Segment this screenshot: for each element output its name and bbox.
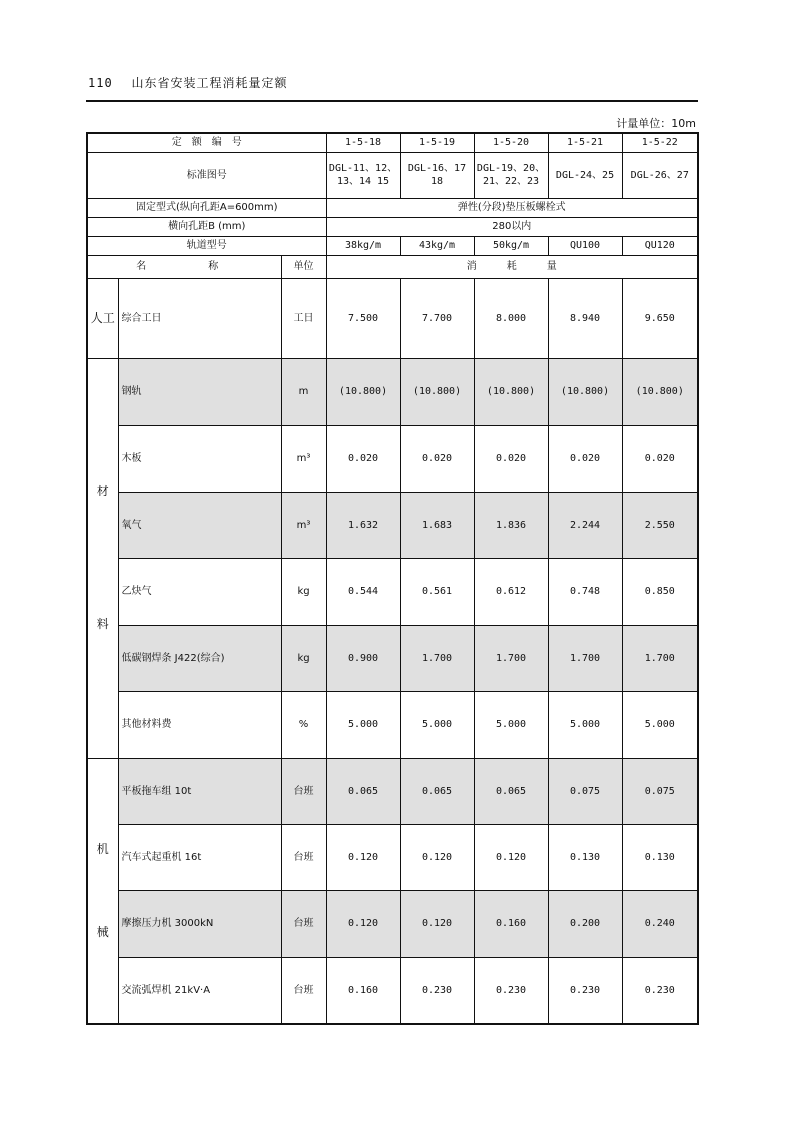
table-row xyxy=(87,425,698,492)
code-row xyxy=(87,133,698,152)
name-header: 名 称 xyxy=(87,255,281,278)
consumption-value: 8.940 xyxy=(548,278,622,358)
consumption-value: 0.020 xyxy=(548,425,622,492)
fix-type-label: 固定型式(纵向孔距A=600mm) xyxy=(87,198,326,217)
consumption-value: 0.120 xyxy=(400,890,474,957)
consumption-value: 5.000 xyxy=(400,691,474,758)
resource-name: 低碳钢焊条 J422(综合) xyxy=(118,625,281,691)
consumption-header: 消 耗 量 xyxy=(326,255,698,278)
quota-code: 1-5-21 xyxy=(548,133,622,152)
category-char: 料 xyxy=(96,617,109,631)
consumption-value: 1.700 xyxy=(400,625,474,691)
resource-unit: 工日 xyxy=(281,278,326,358)
resource-name: 汽车式起重机 16t xyxy=(118,824,281,890)
consumption-value: 5.000 xyxy=(548,691,622,758)
consumption-value: 0.240 xyxy=(622,890,698,957)
consumption-value: 0.120 xyxy=(326,824,400,890)
drawing-number: DGL-26、27 xyxy=(622,152,698,198)
category-cell xyxy=(87,358,118,758)
spacing-label: 横向孔距B (mm) xyxy=(87,217,326,236)
consumption-value: (10.800) xyxy=(622,358,698,425)
consumption-value: 0.160 xyxy=(474,890,548,957)
resource-unit: kg xyxy=(281,558,326,625)
resource-unit: 台班 xyxy=(281,890,326,957)
consumption-value: 1.700 xyxy=(622,625,698,691)
consumption-value: 2.550 xyxy=(622,492,698,558)
consumption-value: 0.230 xyxy=(400,957,474,1024)
spacing-value: 280以内 xyxy=(326,217,698,236)
resource-name: 氧气 xyxy=(118,492,281,558)
consumption-value: 0.120 xyxy=(474,824,548,890)
fix-type-value: 弹性(分段)垫压板螺栓式 xyxy=(326,198,698,217)
consumption-value: 8.000 xyxy=(474,278,548,358)
consumption-value: 0.230 xyxy=(622,957,698,1024)
table-row xyxy=(87,824,698,890)
consumption-value: 9.650 xyxy=(622,278,698,358)
consumption-value: 0.065 xyxy=(400,758,474,824)
drawing-number: DGL-11、12、13、14 15 xyxy=(326,152,400,198)
resource-name: 交流弧焊机 21kV·A xyxy=(118,957,281,1024)
consumption-value: 0.065 xyxy=(474,758,548,824)
rail-type: 38kg/m xyxy=(326,236,400,255)
book-title: 山东省安装工程消耗量定额 xyxy=(131,76,288,90)
consumption-value: 0.020 xyxy=(474,425,548,492)
consumption-value: 0.020 xyxy=(622,425,698,492)
consumption-value: 1.836 xyxy=(474,492,548,558)
consumption-value: 0.130 xyxy=(622,824,698,890)
consumption-value: 0.544 xyxy=(326,558,400,625)
consumption-value: 0.748 xyxy=(548,558,622,625)
consumption-value: 5.000 xyxy=(474,691,548,758)
drawing-label: 标准图号 xyxy=(87,152,326,198)
drawing-number: DGL-16、17 18 xyxy=(400,152,474,198)
consumption-value: 7.500 xyxy=(326,278,400,358)
rail-row xyxy=(87,236,698,255)
quota-code: 1-5-19 xyxy=(400,133,474,152)
resource-unit: 台班 xyxy=(281,824,326,890)
resource-name: 其他材料费 xyxy=(118,691,281,758)
consumption-value: 0.020 xyxy=(326,425,400,492)
resource-unit: 台班 xyxy=(281,758,326,824)
consumption-value: 0.612 xyxy=(474,558,548,625)
quota-code: 1-5-22 xyxy=(622,133,698,152)
page-header xyxy=(88,74,288,91)
consumption-value: 0.075 xyxy=(548,758,622,824)
consumption-value: 0.230 xyxy=(548,957,622,1024)
table-row xyxy=(87,691,698,758)
consumption-value: 0.075 xyxy=(622,758,698,824)
consumption-value: 0.120 xyxy=(400,824,474,890)
drawing-number: DGL-24、25 xyxy=(548,152,622,198)
consumption-value: 1.700 xyxy=(548,625,622,691)
table-row xyxy=(87,758,698,824)
category-char: 机 xyxy=(96,841,109,856)
fix-type-row xyxy=(87,198,698,217)
resource-name: 摩擦压力机 3000kN xyxy=(118,890,281,957)
unit-header: 单位 xyxy=(281,255,326,278)
resource-unit: m xyxy=(281,358,326,425)
table-row xyxy=(87,957,698,1024)
resource-unit: m³ xyxy=(281,492,326,558)
consumption-value: 0.230 xyxy=(474,957,548,1024)
resource-unit: 台班 xyxy=(281,957,326,1024)
consumption-value: (10.800) xyxy=(474,358,548,425)
consumption-value: 1.700 xyxy=(474,625,548,691)
consumption-value: 0.160 xyxy=(326,957,400,1024)
rail-label: 轨道型号 xyxy=(87,236,326,255)
table-row xyxy=(87,890,698,957)
category-char: 械 xyxy=(96,924,109,939)
rail-type: 43kg/m xyxy=(400,236,474,255)
resource-name: 乙炔气 xyxy=(118,558,281,625)
drawing-number: DGL-19、20、21、22、23 xyxy=(474,152,548,198)
consumption-value: 5.000 xyxy=(622,691,698,758)
resource-name: 木板 xyxy=(118,425,281,492)
page-number: 110 xyxy=(88,76,113,90)
resource-unit: kg xyxy=(281,625,326,691)
resource-name: 平板拖车组 10t xyxy=(118,758,281,824)
consumption-value: 0.561 xyxy=(400,558,474,625)
consumption-value: 0.200 xyxy=(548,890,622,957)
resource-unit: % xyxy=(281,691,326,758)
consumption-value: 0.065 xyxy=(326,758,400,824)
category-cell xyxy=(87,278,118,358)
category-char: 材 xyxy=(96,484,109,498)
resource-unit: m³ xyxy=(281,425,326,492)
quota-code: 1-5-18 xyxy=(326,133,400,152)
consumption-value: 7.700 xyxy=(400,278,474,358)
rail-type: QU100 xyxy=(548,236,622,255)
code-label: 定 额 编 号 xyxy=(87,133,326,152)
table-row xyxy=(87,278,698,358)
category-cell xyxy=(87,758,118,1024)
resource-name: 钢轨 xyxy=(118,358,281,425)
table-row xyxy=(87,558,698,625)
table-row xyxy=(87,358,698,425)
consumption-value: 0.120 xyxy=(326,890,400,957)
header-rule xyxy=(86,100,698,102)
resource-name: 综合工日 xyxy=(118,278,281,358)
consumption-value: 0.020 xyxy=(400,425,474,492)
column-header-row xyxy=(87,255,698,278)
consumption-value: 1.683 xyxy=(400,492,474,558)
category-char: 人工 xyxy=(90,310,115,325)
consumption-value: 1.632 xyxy=(326,492,400,558)
spacing-row xyxy=(87,217,698,236)
consumption-value: 0.850 xyxy=(622,558,698,625)
consumption-value: 0.900 xyxy=(326,625,400,691)
table-row xyxy=(87,625,698,691)
rail-type: 50kg/m xyxy=(474,236,548,255)
consumption-value: (10.800) xyxy=(326,358,400,425)
consumption-value: 2.244 xyxy=(548,492,622,558)
consumption-value: (10.800) xyxy=(400,358,474,425)
quota-table xyxy=(86,132,699,1025)
consumption-value: 5.000 xyxy=(326,691,400,758)
quota-code: 1-5-20 xyxy=(474,133,548,152)
consumption-value: 0.130 xyxy=(548,824,622,890)
consumption-value: (10.800) xyxy=(548,358,622,425)
measurement-unit: 计量单位：10m xyxy=(616,117,696,130)
table-row xyxy=(87,492,698,558)
rail-type: QU120 xyxy=(622,236,698,255)
drawing-row xyxy=(87,152,698,198)
